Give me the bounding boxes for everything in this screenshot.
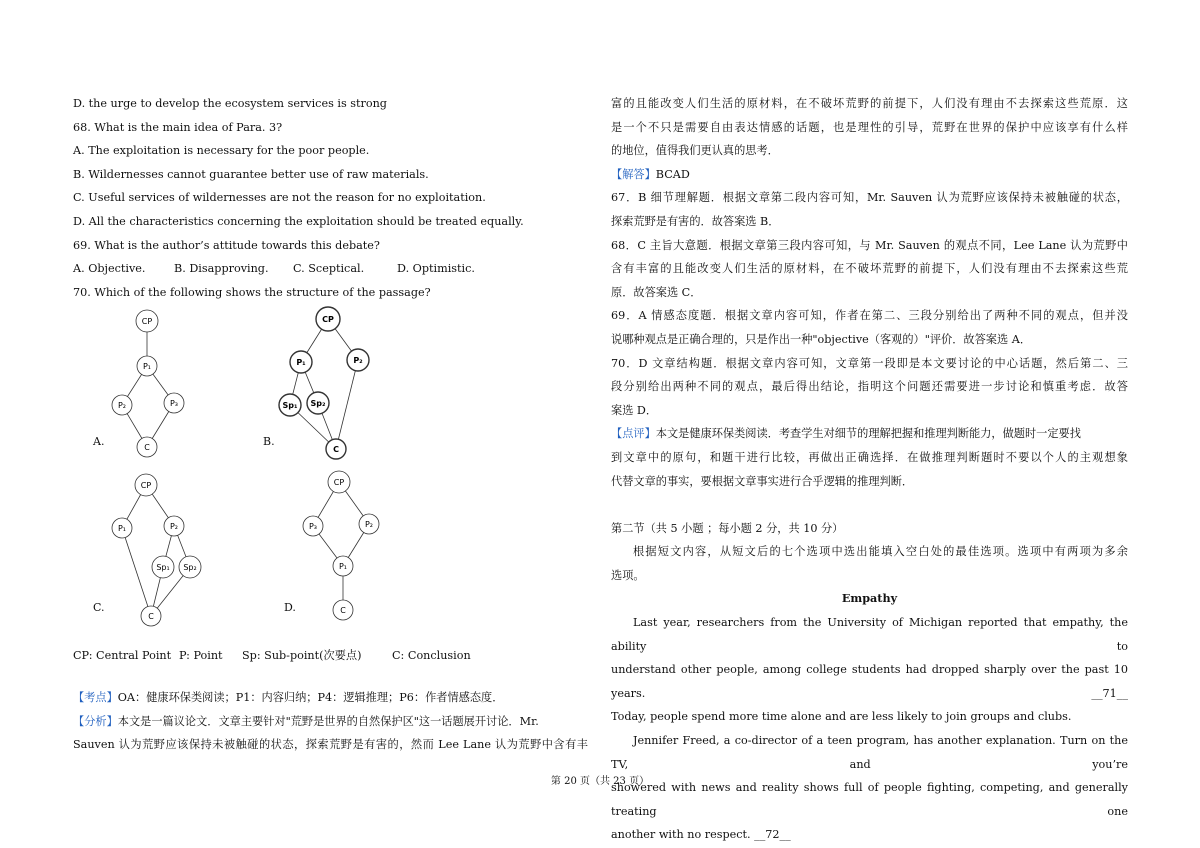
- explain-67-line-1: 67．B 细节理解题．根据文章第二段内容可知，Mr. Sauven 认为荒野应该保持未被触碰的状态，: [611, 191, 1128, 205]
- option-c-q68: C. Useful services of wildernesses are not the reason for no exploitation.: [73, 191, 486, 205]
- diagram-a-label: A.: [93, 435, 105, 449]
- diagram-c-node-sp1: [152, 556, 174, 578]
- option-d-q68: D. All the characteristics concerning the exploitation should be treated equally.: [73, 214, 524, 228]
- instruction-line-1: 根据短文内容，从短文后的七个选项中选出能填入空白处的最佳选项。选项中有两项为多余: [633, 545, 1128, 559]
- svg-text:P₁: P₁: [142, 362, 152, 372]
- fenxi-text-1: 本文是一篇议论文．文章主要针对"荒野是世界的自然保护区"这一话题展开讨论．Mr.: [117, 714, 539, 728]
- explain-70-line-3: 案选 D．: [611, 403, 658, 417]
- passage-line-1: Last year, researchers from the University of Michigan reported that empathy, the ability to: [611, 616, 1128, 653]
- diagram-d-node-c: [333, 600, 353, 620]
- svg-text:Sp₁: Sp₁: [156, 563, 170, 573]
- passage-title: Empathy: [841, 591, 898, 606]
- analysis-line-1: 富的且能改变人们生活的原材料，在不破坏荒野的前提下，人们没有理由不去探索这些荒原．这: [611, 97, 1128, 110]
- svg-text:CP: CP: [333, 478, 345, 488]
- diagram-b-node-c: [326, 439, 346, 459]
- question-70: 70. Which of the following shows the structure of the passage?: [73, 285, 431, 299]
- svg-text:P₂: P₂: [353, 356, 363, 366]
- svg-text:Sp₁: Sp₁: [282, 401, 298, 411]
- question-69: 69. What is the author’s attitude towards this debate?: [73, 238, 380, 252]
- passage-line-4: Jennifer Freed, a co-director of a teen program, has another explanation. Turn on the TV, and you’re: [611, 734, 1128, 771]
- svg-text:P₂: P₂: [364, 520, 374, 530]
- diagram-a-node-p1: [137, 356, 157, 376]
- svg-text:C: C: [144, 443, 150, 453]
- diagram-a-node-p3: [164, 393, 184, 413]
- right-column: [611, 92, 1128, 847]
- explain-69-line-1: 69．A 情感态度题．根据文章内容可知，作者在第二、三段分别给出了两种不同的观点，但并没: [611, 309, 1128, 323]
- fenxi-line-2: Sauven 认为荒野应该保持未被触碰的状态，探索荒野是有害的，然而 Lee Lane 认为荒野中含有丰: [73, 738, 588, 752]
- passage-line-3: Today, people spend more time alone and are less likely to join groups and clubs.: [611, 710, 1072, 724]
- diagram-c-node-sp2: [179, 556, 201, 578]
- svg-text:CP: CP: [322, 315, 334, 325]
- dianping-tag: 【点评】: [611, 427, 656, 441]
- svg-text:P₃: P₃: [169, 399, 179, 409]
- explain-67-line-2: 探索荒野是有害的．故答案选 B．: [611, 214, 780, 228]
- svg-text:P₁: P₁: [296, 358, 306, 368]
- passage-line-5: showered with news and reality shows full of people fighting, competing, and generally treating one: [611, 781, 1128, 818]
- svg-text:C: C: [333, 445, 339, 455]
- q69-option-d: D. Optimistic.: [397, 262, 475, 276]
- analysis-line-2: 是一个不只是需要自由表达情感的话题，也是理性的引导，荒野在世界的保护中应该享有什么样: [611, 120, 1128, 134]
- explain-68-line-3: 原．故答案选 C．: [611, 285, 702, 299]
- instruction-line-2: 选项。: [611, 568, 645, 582]
- jieda-line: [611, 163, 1128, 187]
- jieda-tag: 【解答】: [611, 167, 656, 181]
- passage-line-2: understand other people, among college students had dropped sharply over the past 10 years. __71__: [611, 663, 1128, 700]
- diagram-a-node-cp: [136, 310, 158, 332]
- diagram-c-node-p2: [164, 516, 184, 536]
- legend-cp: CP: Central Point: [73, 649, 172, 663]
- svg-text:Sp₂: Sp₂: [183, 563, 197, 573]
- explain-68-line-1: 68．C 主旨大意题．根据文章第三段内容可知，与 Mr. Sauven 的观点不同，Lee Lane 认为荒野中: [611, 238, 1128, 252]
- diagram-d-node-p2: [359, 514, 379, 534]
- jieda-answers: BCAD: [655, 167, 690, 181]
- q69-options: [73, 257, 588, 281]
- q69-option-a: A. Objective.: [73, 262, 146, 276]
- option-a-q68: A. The exploitation is necessary for the poor people.: [73, 144, 370, 158]
- diagram-b-node-p2: [347, 349, 369, 371]
- diagram-d-label: D.: [284, 601, 296, 615]
- svg-text:P₃: P₃: [308, 522, 318, 532]
- dianping-line-3: 代替文章的事实，要根据文章事实进行合乎逻辑的推理判断．: [611, 474, 914, 488]
- diagram-a-node-c: [137, 437, 157, 457]
- legend-p: P: Point: [179, 649, 223, 663]
- diagram-b-node-sp2: [307, 392, 329, 414]
- diagram-a-node-p2: [112, 395, 132, 415]
- diagram-c-node-c: [141, 606, 161, 626]
- section-title: 第二节（共 5 小题 ；每小题 2 分，共 10 分）: [611, 521, 844, 535]
- dianping-line-1: [611, 422, 1128, 446]
- svg-text:P₁: P₁: [338, 562, 348, 572]
- explain-70-line-2: 段分别给出两种不同的观点，最后得出结论，指明这个问题还需要进一步讨论和慎重考虑．故答: [611, 380, 1128, 394]
- diagram-b-node-sp1: [279, 394, 301, 416]
- q69-option-b: B. Disapproving.: [174, 262, 269, 276]
- diagram-d-node-cp: [328, 471, 350, 493]
- explain-69-line-2: 说哪种观点是正确合理的，只是作出一种"objective（客观的）"评价．故答案选 A．: [611, 332, 1032, 346]
- svg-text:C: C: [148, 612, 154, 622]
- passage-line-6: another with no respect. __72__: [611, 828, 791, 842]
- explain-70-line-1: 70．D 文章结构题．根据文章内容可知，文章第一段即是本文要讨论的中心话题，然后第二、三: [611, 356, 1128, 370]
- explain-68-line-2: 含有丰富的且能改变人们生活的原材料，在不破坏荒野的前提下，人们没有理由不去探索这些荒: [611, 262, 1128, 276]
- structure-diagrams: [73, 304, 588, 642]
- q69-option-c: C. Sceptical.: [293, 262, 365, 276]
- diagram-legend: [73, 644, 588, 668]
- question-68: 68. What is the main idea of Para. 3?: [73, 120, 283, 134]
- analysis-line-3: 的地位，值得我们更认真的思考．: [611, 144, 779, 158]
- svg-text:P₂: P₂: [169, 522, 179, 532]
- svg-text:Sp₂: Sp₂: [310, 399, 326, 409]
- structure-diagram-svg: [73, 304, 588, 642]
- kaodian-line: [73, 686, 588, 710]
- diagram-c-node-p1: [112, 518, 132, 538]
- diagram-b-node-p1: [290, 351, 312, 373]
- fenxi-tag: 【分析】: [73, 714, 118, 728]
- kaodian-tag: 【考点】: [73, 690, 118, 704]
- diagram-c-label: C.: [93, 601, 105, 615]
- option-d-q67: D. the urge to develop the ecosystem services is strong: [73, 97, 387, 110]
- fenxi-line-1: [73, 710, 588, 734]
- diagram-d-node-p3: [303, 516, 323, 536]
- kaodian-text: OA：健康环保类阅读；P1：内容归纳；P4：逻辑推理；P6：作者情感态度．: [117, 690, 504, 704]
- diagram-d-node-p1: [333, 556, 353, 576]
- dianping-line-2: 到文章中的原句，和题干进行比较，再做出正确选择．在做推理判断题时不要以个人的主观想象: [611, 450, 1128, 464]
- diagram-b-node-cp: [316, 307, 340, 331]
- legend-sp: Sp: Sub-point(次要点): [242, 649, 362, 663]
- left-column: [73, 92, 588, 757]
- option-b-q68: B. Wildernesses cannot guarantee better use of raw materials.: [73, 167, 429, 181]
- svg-text:CP: CP: [141, 317, 153, 327]
- page-footer: 第 20 页（共 23 页）: [550, 776, 650, 787]
- svg-text:P₂: P₂: [117, 401, 127, 411]
- diagram-b-label: B.: [263, 435, 275, 449]
- svg-text:CP: CP: [140, 481, 152, 491]
- svg-text:C: C: [340, 606, 346, 616]
- dianping-text-1: 本文是健康环保类阅读．考查学生对细节的理解把握和推理判断能力，做题时一定要找: [655, 427, 1081, 441]
- svg-text:P₁: P₁: [117, 524, 127, 534]
- diagram-c-node-cp: [135, 474, 157, 496]
- legend-c: C: Conclusion: [392, 649, 471, 663]
